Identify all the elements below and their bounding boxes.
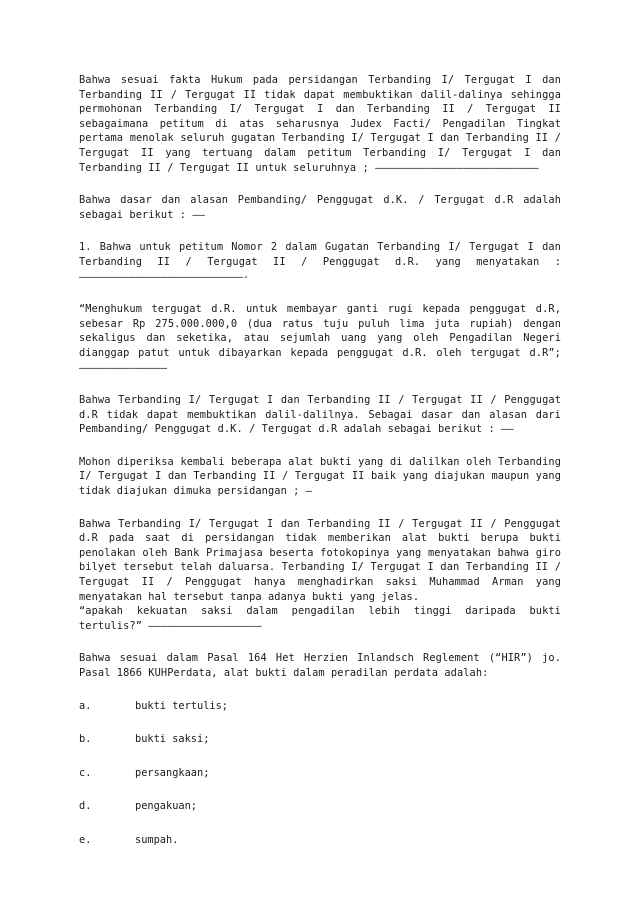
list-text: persangkaan;	[135, 766, 210, 779]
paragraph-tidak-dapat-membuktikan: Bahwa Terbanding I/ Tergugat I dan Terbanding II / Tergugat II / Penggugat d.R tidak dapat membuktikan dalil-dalilnya. Sebagai dasar dan alasan dari Pembanding/ Penggugat d.K. / Tergugat d.R adalah sebagai berikut : ——	[79, 394, 561, 436]
list-marker: a.	[79, 699, 92, 712]
list-item	[79, 699, 561, 714]
list-marker: d.	[79, 800, 92, 813]
paragraph-fakta-hukum: Bahwa sesuai fakta Hukum pada persidangan Terbanding I/ Tergugat I dan Terbanding II / Tergugat II tidak dapat membuktikan dalil-dalinya sehingga permohonan Terbanding I/ Tergugat I dan Terbanding II / Tergugat II sebagaimana petitum di atas seharusnya Judex Facti/ Pengadilan Tingkat pertama menolak seluruh gugatan Terbanding I/ Tergugat I dan Terbanding II / Tergugat II yang tertuang dalam petitum Terbanding I/ Tergugat I dan Terbanding II / Tergugat II untuk seluruhnya ; ——————————————————————————	[79, 74, 561, 174]
paragraph-dasar-alasan: Bahwa dasar dan alasan Pembanding/ Penggugat d.K. / Tergugat d.R adalah sebagai berikut : ——	[79, 194, 561, 221]
paragraph-pasal-164-hir: Bahwa sesuai dalam Pasal 164 Het Herzien Inlandsch Reglement (“HIR”) jo. Pasal 1866 KUHPerdata, alat bukti dalam peradilan perdata adalah:	[79, 652, 561, 679]
list-text: pengakuan;	[135, 800, 197, 813]
paragraph-quote-menghukum: “Menghukum tergugat d.R. untuk membayar ganti rugi kepada penggugat d.R, sebesar Rp 275.000.000,0 (dua ratus tuju puluh lima juta rupiah) dengan sekaligus dan seketika, atau sejumlah uang yang oleh Pengadilan Negeri dianggap patut untuk dibayarkan kepada penggugat d.R. oleh tergugat d.R”; ——————————————	[79, 303, 561, 374]
paragraph-mohon-diperiksa: Mohon diperiksa kembali beberapa alat bukti yang di dalilkan oleh Terbanding I/ Tergugat I dan Terbanding II / Tergugat II baik yang diajukan maupun yang tidak diajukan dimuka persidangan ; —	[79, 455, 561, 498]
list-item	[79, 732, 561, 747]
paragraph-petitum-nomor-2: 1. Bahwa untuk petitum Nomor 2 dalam Gugatan Terbanding I/ Tergugat I dan Terbanding II / Tergugat II / Penggugat d.R. yang menyatakan : ——————————————————————————-	[79, 241, 561, 283]
list-item	[79, 766, 561, 781]
list-marker: b.	[79, 733, 92, 746]
list-item	[79, 833, 561, 848]
paragraph-kekuatan-saksi: “apakah kekuatan saksi dalam pengadilan lebih tinggi daripada bukti tertulis?” ——————————————————	[79, 605, 561, 632]
list-marker: e.	[79, 833, 92, 846]
paragraph-bukti-penolakan: Bahwa Terbanding I/ Tergugat I dan Terbanding II / Tergugat II / Penggugat d.R pada saat di persidangan tidak memberikan alat bukti berupa bukti penolakan oleh Bank Primajasa beserta fotokopinya yang menyatakan bahwa giro bilyet tersebut telah daluarsa. Terbanding I/ Tergugat I dan Terbanding II / Tergugat II / Penggugat hanya menghadirkan saksi Muhammad Arman yang menyatakan hal tersebut tanpa adanya bukti yang jelas.	[79, 517, 561, 603]
list-text: bukti saksi;	[135, 733, 210, 746]
document-body	[79, 73, 561, 867]
list-text: bukti tertulis;	[135, 699, 228, 712]
list-text: sumpah.	[135, 833, 179, 846]
list-marker: c.	[79, 766, 92, 779]
list-item	[79, 799, 561, 814]
